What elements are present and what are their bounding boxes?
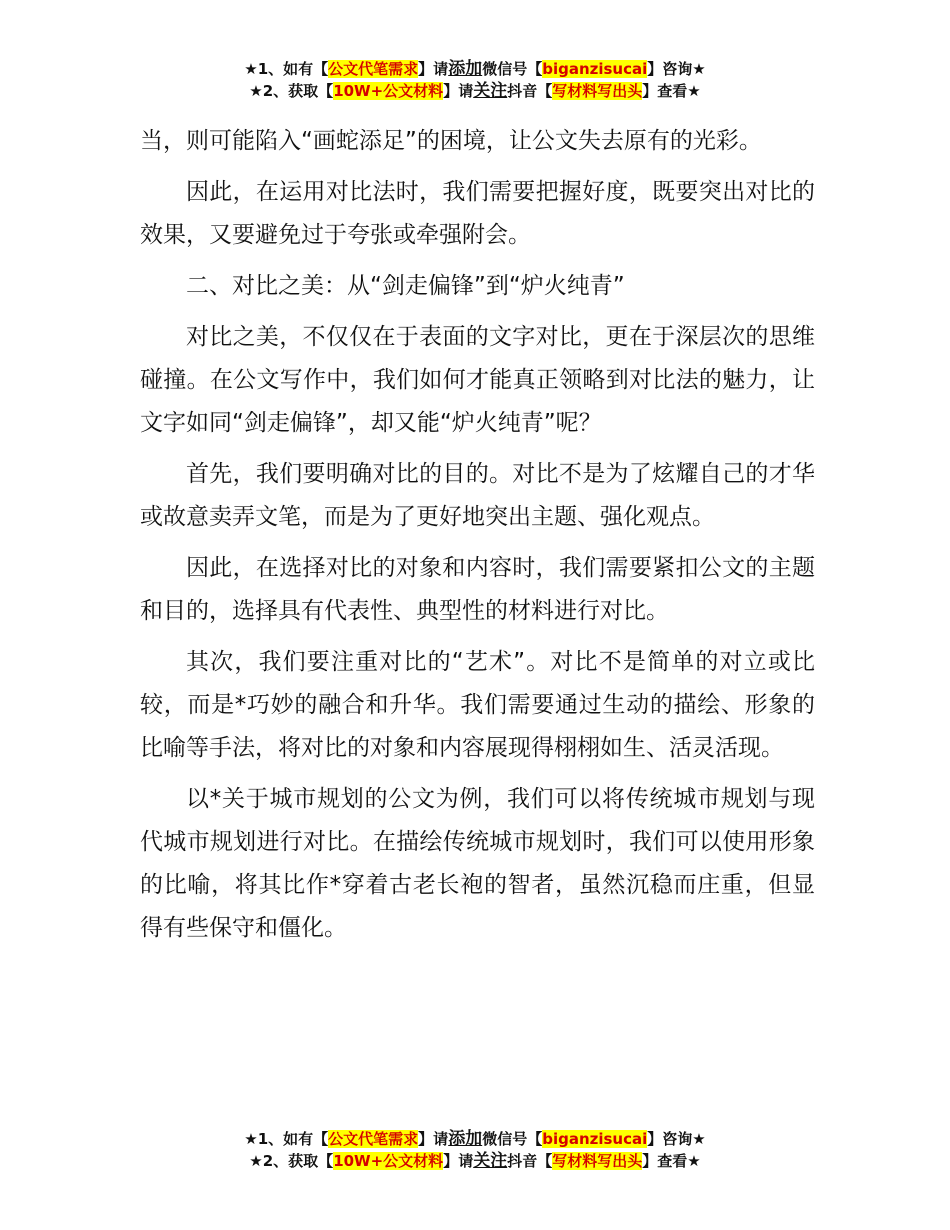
section-heading: 二、对比之美：从“剑走偏锋”到“炉火纯青” [186,273,625,299]
banner-text: 抖音【 [507,1152,553,1170]
banner-text: 微信号【 [482,60,543,78]
banner-text: 】请 [443,82,474,100]
banner-text: ★1、如有【 [244,60,329,78]
highlight-wechat-id: biganzisucai [542,60,648,78]
paragraph: 首先，我们要明确对比的目的。对比不是为了炫耀自己的才华或故意卖弄文笔，而是为了更好地突出主题、强化观点。 [140,461,815,530]
highlight-materials: 10W+公文材料 [333,82,444,100]
footer-banner [0,1128,950,1172]
highlight-materials: 10W+公文材料 [333,1152,444,1170]
banner-text: ★1、如有【 [244,1130,329,1148]
banner-text: 】请 [418,1130,449,1148]
highlight-douyin-id: 写材料写出头 [552,82,643,100]
highlight-wechat-id: biganzisucai [542,1130,648,1148]
banner-text: 】咨询★ [647,60,706,78]
highlight-douyin-id: 写材料写出头 [552,1152,643,1170]
banner-text: 】查看★ [642,82,701,100]
banner-line-1 [0,1128,950,1150]
highlight-service: 公文代笔需求 [328,1130,419,1148]
banner-text: 抖音【 [507,82,553,100]
paragraph: 对比之美，不仅仅在于表面的文字对比，更在于深层次的思维碰撞。在公文写作中，我们如何才能真正领略到对比法的魅力，让文字如同“剑走偏锋”，却又能“炉火纯青”呢？ [140,324,815,436]
banner-line-2 [0,80,950,102]
banner-text: 】请 [443,1152,474,1170]
banner-line-2 [0,1150,950,1172]
underlined-text: 关注 [473,1151,508,1171]
paragraph: 其次，我们要注重对比的“艺术”。对比不是简单的对立或比较，而是*巧妙的融合和升华。我们需要通过生动的描绘、形象的比喻等手法，将对比的对象和内容展现得栩栩如生、活灵活现。 [140,649,815,761]
banner-text: 微信号【 [482,1130,543,1148]
banner-text: 】查看★ [642,1152,701,1170]
underlined-text: 关注 [473,81,508,101]
banner-line-1 [0,58,950,80]
header-banner [0,58,950,102]
paragraph: 因此，在选择对比的对象和内容时，我们需要紧扣公文的主题和目的，选择具有代表性、典型性的材料进行对比。 [140,555,815,624]
banner-text: ★2、获取【 [249,82,334,100]
document-body [140,120,815,958]
highlight-service: 公文代笔需求 [328,60,419,78]
underlined-text: 添加 [448,59,483,79]
banner-text: ★2、获取【 [249,1152,334,1170]
banner-text: 】咨询★ [647,1130,706,1148]
paragraph: 因此，在运用对比法时，我们需要把握好度，既要突出对比的效果，又要避免过于夸张或牵强附会。 [140,179,815,248]
banner-text: 】请 [418,60,449,78]
underlined-text: 添加 [448,1129,483,1149]
paragraph: 当，则可能陷入“画蛇添足”的困境，让公文失去原有的光彩。 [140,128,762,154]
paragraph: 以*关于城市规划的公文为例，我们可以将传统城市规划与现代城市规划进行对比。在描绘传统城市规划时，我们可以使用形象的比喻，将其比作*穿着古老长袍的智者，虽然沉稳而庄重，但显得有些保守和僵化。 [140,786,815,941]
